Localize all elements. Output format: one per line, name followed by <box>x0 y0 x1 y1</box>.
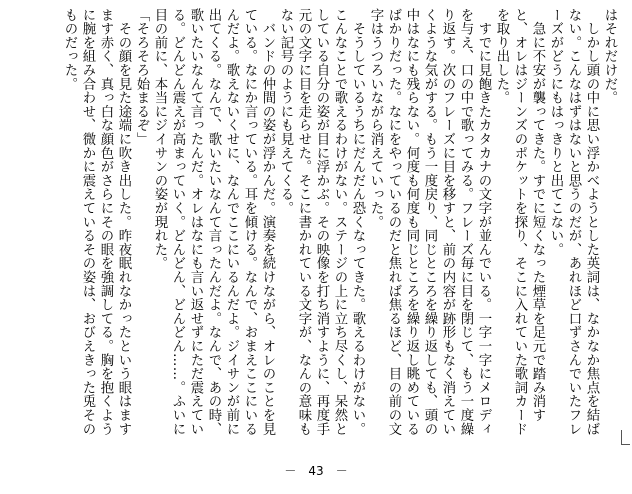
paragraph: 急に不安が襲ってきた。すでに短くなった煙草を足元で踏み消すと、オレはジーンズのポケットを探り、そこに入れていた歌詞カードを取り出した。 <box>494 8 545 436</box>
paragraph: その顔を見た途端に吹き出した。昨夜眠れなかったという眼はますます赤く、真っ白な顔色がさらにその眼を強調してる。胸を抱くように腕を組み合わせ、微かに震えているその姿は、おびえきった兎そのものだった。 <box>62 8 131 436</box>
body-text <box>62 8 618 448</box>
paragraph: すでに見飽きたカタカナの文字が並んでいる。一字一字にメロディを与え、口の中で歌ってみる。フレーズ毎に目を閉じて、もう一度繰り返す。次のフレーズに目を移すと、前の内容が跡形もなく消えていくような気がする。もう一度戻り、同じところを繰り返しても、頭の中はなにも残らない。何度も何度も同じところを繰り返し眺めているばかりだった。なにをやっているのだと焦れば焦るほど、目の前の文字はうつろいながら消えていった。 <box>368 8 491 436</box>
page-number: － 43 － <box>284 464 348 478</box>
paragraph: そうしているうちにだんだん恐くなってきた。歌えるわけがない。こんなことで歌えるわけがない。ステージの上に立ち尽くし、呆然としている自分の姿が目に浮かぶ。その映像を打ち消すように、再度手元の文字に目を走らせた。そこに書かれている文字が、なんの意味もない記号のようにも見えてくる。 <box>278 8 365 436</box>
crop-mark <box>621 430 630 445</box>
paragraph: しかし頭の中に思い浮かべようとした英詞は、なかなか焦点を結ばない。こんなはずはないと思うのだが、あれほど口ずさんでいたフレーズがどうにもはっきりと出てこない。 <box>548 8 599 436</box>
paragraph: はそれだけだ。 <box>602 8 617 105</box>
dialogue-line: 「そろそろ始まるぞ」 <box>134 8 149 146</box>
paragraph: バンドの仲間の姿が浮かんだ。演奏を続けながら、オレのことを見ている。なにか言っている。耳を傾ける。なんで、おまえここにいるんだよ。歌えないくせに、なんでここにいるんだよ。ジイサンが前に出てくる。なんで、歌いたいなんて言ったんだよ。なんで、あの時、歌いたいなんて言ったんだ。オレはなにも言い返せずにただ震えている。どんどん震えが高まっていく。どんどん、どんどん……。ふいに目の前に、本当にジイサンの姿が現れた。 <box>152 8 275 436</box>
